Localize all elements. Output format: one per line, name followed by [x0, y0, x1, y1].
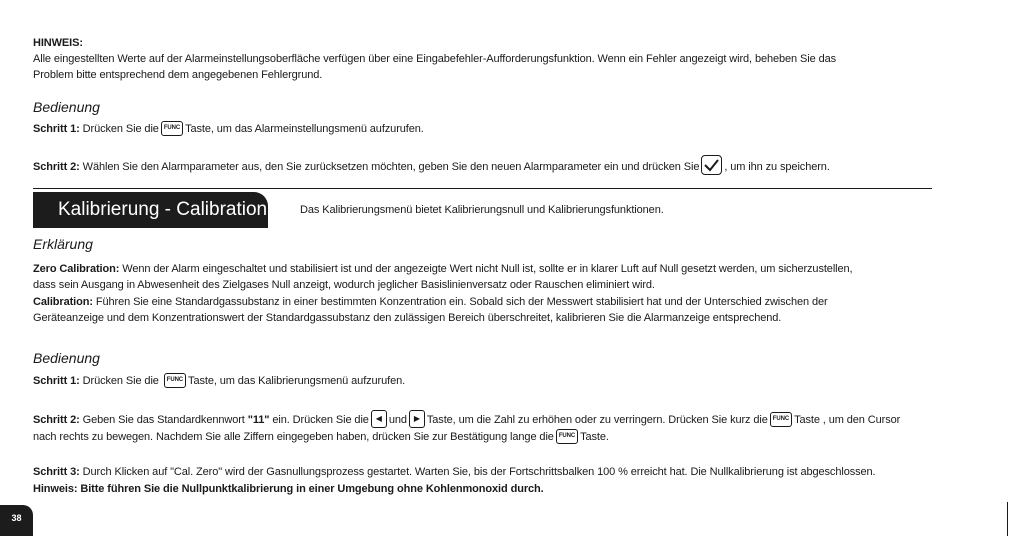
- calibration-line-2: Geräteanzeige und dem Konzentrationswert der Standardgassubstanz den zulässigen Bereich überschreitet, kalibrieren Sie die Alarmanzeige entsprechend.: [33, 312, 782, 324]
- calibration-label: Calibration:: [33, 296, 93, 308]
- note-line-1: Alle eingestellten Werte auf der Alarmeinstellungsoberfläche verfügen über eine Eingabefehler-Aufforderungsfunktion. Wenn ein Fehler angezeigt wird, beheben Sie das: [33, 53, 837, 65]
- step-text: ein. Drücken Sie die: [272, 413, 369, 426]
- step-label: Schritt 2:: [33, 413, 80, 426]
- section-intro: Das Kalibrierungsmenü bietet Kalibrierungsnull und Kalibrierungsfunktionen.: [300, 204, 664, 216]
- operation-heading-2: Bedienung: [33, 350, 100, 366]
- operation1-step2: [33, 157, 830, 177]
- right-arrow-key-icon: ▶: [409, 410, 425, 428]
- step-text: , um ihn zu speichern.: [724, 160, 830, 173]
- step-text: Taste, um das Alarmeinstellungsmenü aufzurufen.: [185, 123, 424, 135]
- step-label: Schritt 1:: [33, 123, 80, 135]
- step-text: Taste, um die Zahl zu erhöhen oder zu verringern. Drücken Sie kurz die: [426, 413, 768, 426]
- zero-calibration-hint: Hinweis: Bitte führen Sie die Nullpunktkalibrierung in einer Umgebung ohne Kohlenmonoxid durch.: [33, 483, 544, 495]
- calibration-text: Führen Sie eine Standardgassubstanz in einer bestimmten Konzentration ein. Sobald sich der Messwert stabilisiert hat und der Unterschied zwischen der: [95, 296, 828, 308]
- section-title: Kalibrierung - Calibration: [33, 192, 268, 228]
- section-divider: [33, 188, 932, 189]
- zero-calibration-label: Zero Calibration:: [33, 263, 120, 275]
- operation2-step2-line-1: [33, 411, 900, 429]
- step-text: Taste.: [580, 431, 609, 443]
- zero-calibration-line-1: [33, 261, 853, 277]
- step-text: Wählen Sie den Alarmparameter aus, den Sie zurücksetzen möchten, geben Sie den neuen Alarmparameter ein und drücken Sie: [82, 160, 700, 173]
- calibration-line-1: [33, 294, 828, 310]
- func-key-icon: FUNC: [556, 429, 578, 444]
- note-title: HINWEIS:: [33, 37, 83, 49]
- step-label: Schritt 2:: [33, 160, 80, 173]
- step-label: Schritt 3:: [33, 466, 80, 478]
- step-text: Drücken Sie die: [82, 123, 159, 135]
- operation2-step3: [33, 464, 876, 480]
- step-text: Geben Sie das Standardkennwort: [82, 413, 245, 426]
- step-text: nach rechts zu bewegen. Nachdem Sie alle Ziffern eingegeben haben, drücken Sie zur Bestätigung lange die: [33, 431, 554, 443]
- step-text: Taste, um das Kalibrierungsmenü aufzurufen.: [188, 375, 406, 387]
- zero-calibration-text: Wenn der Alarm eingeschaltet und stabilisiert ist und der angezeigte Wert nicht Null ist, sollte er in klarer Luft auf Null gesetzt werden, um sicherzustellen,: [122, 263, 853, 275]
- page-number: 38: [0, 505, 33, 536]
- step-text: Taste , um den Cursor: [794, 413, 901, 426]
- zero-calibration-line-2: dass sein Ausgang in Abwesenheit des Zielgases Null anzeigt, wodurch jeglicher Basislinienversatz oder Rauschen eliminiert wird.: [33, 279, 655, 291]
- default-password: "11": [247, 413, 270, 426]
- operation1-step1: [33, 121, 424, 137]
- explanation-heading: Erklärung: [33, 236, 93, 252]
- step-text: und: [388, 413, 407, 426]
- operation2-step2-line-2: [33, 429, 609, 445]
- page-edge-line: [1007, 502, 1008, 536]
- operation-heading-1: Bedienung: [33, 99, 100, 115]
- operation2-step1: [33, 373, 405, 389]
- func-key-icon: FUNC: [161, 121, 183, 136]
- left-arrow-key-icon: ◀: [371, 410, 387, 428]
- check-key-icon: [701, 155, 722, 175]
- func-key-icon: FUNC: [770, 412, 792, 427]
- step-text: Durch Klicken auf "Cal. Zero" wird der Gasnullungsprozess gestartet. Warten Sie, bis der Fortschrittsbalken 100 % erreicht hat. Die Nullkalibrierung ist abgeschlossen.: [82, 466, 876, 478]
- note-line-2: Problem bitte entsprechend dem angegebenen Fehlergrund.: [33, 69, 323, 81]
- step-text: Drücken Sie die: [82, 375, 159, 387]
- func-key-icon: FUNC: [164, 373, 186, 388]
- step-label: Schritt 1:: [33, 375, 80, 387]
